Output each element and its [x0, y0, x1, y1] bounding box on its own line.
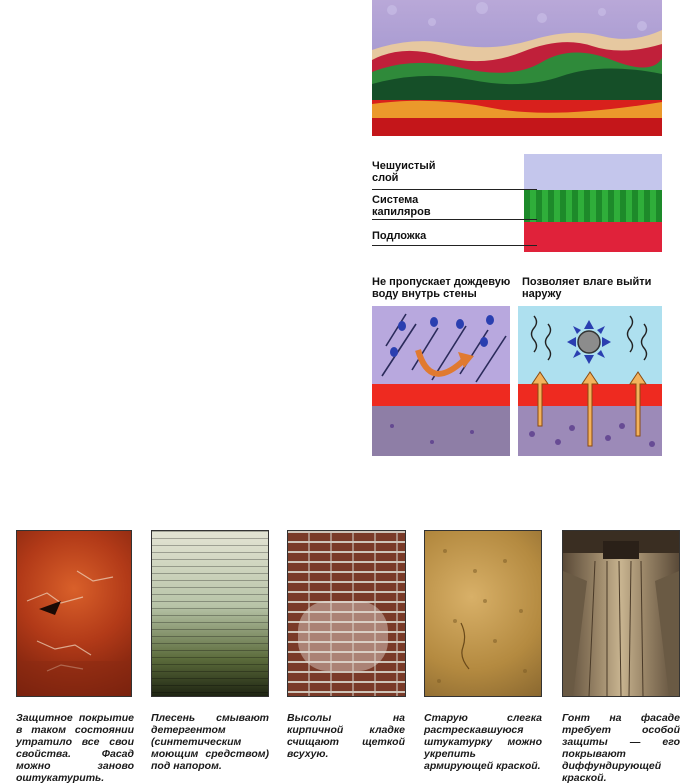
base-layer-line [372, 245, 537, 246]
base-layer-label: Подложка [372, 230, 427, 242]
peeling-paint-photo [16, 530, 132, 697]
shingle-facade-photo [562, 530, 680, 697]
caption-mold: Плесень смывают детергентом (синтетическим моющим средством) под напором. [151, 712, 269, 772]
caption-cracked-plaster: Старую слегка растрескавшуюся штукатурку можно укрепить армирующей краской. [424, 712, 542, 772]
capillary-layer-line [372, 219, 537, 220]
base-layer-swatch [524, 222, 662, 252]
scale-layer-line [372, 189, 537, 190]
scale-layer-label: Чешуистый слой [372, 160, 436, 184]
rain-caption: Не пропускает дождевую воду внутрь стены [372, 276, 511, 300]
caption-efflorescence: Высолы на кирпичной кладке счищают щеткой всухую. [287, 712, 405, 760]
micro-surface-image [372, 0, 662, 136]
scale-layer-swatch [524, 154, 662, 190]
capillary-layer-swatch [524, 190, 662, 222]
caption-shingle: Гонт на фасаде требует особой защиты — его покрывают диффундирующей краской. [562, 712, 680, 784]
caption-peeling-paint: Защитное покрытие в таком состоянии утратило все свои свойства. Фасад можно заново оштукатурить. [16, 712, 134, 784]
vapor-caption: Позволяет влаге выйти наружу [522, 276, 652, 300]
mold-wall-photo [151, 530, 269, 697]
layer-diagram [372, 152, 662, 260]
brick-efflorescence-photo [287, 530, 406, 697]
moisture-diagram [372, 306, 662, 456]
cracked-plaster-photo [424, 530, 542, 697]
capillary-layer-label: Система капиляров [372, 194, 431, 218]
